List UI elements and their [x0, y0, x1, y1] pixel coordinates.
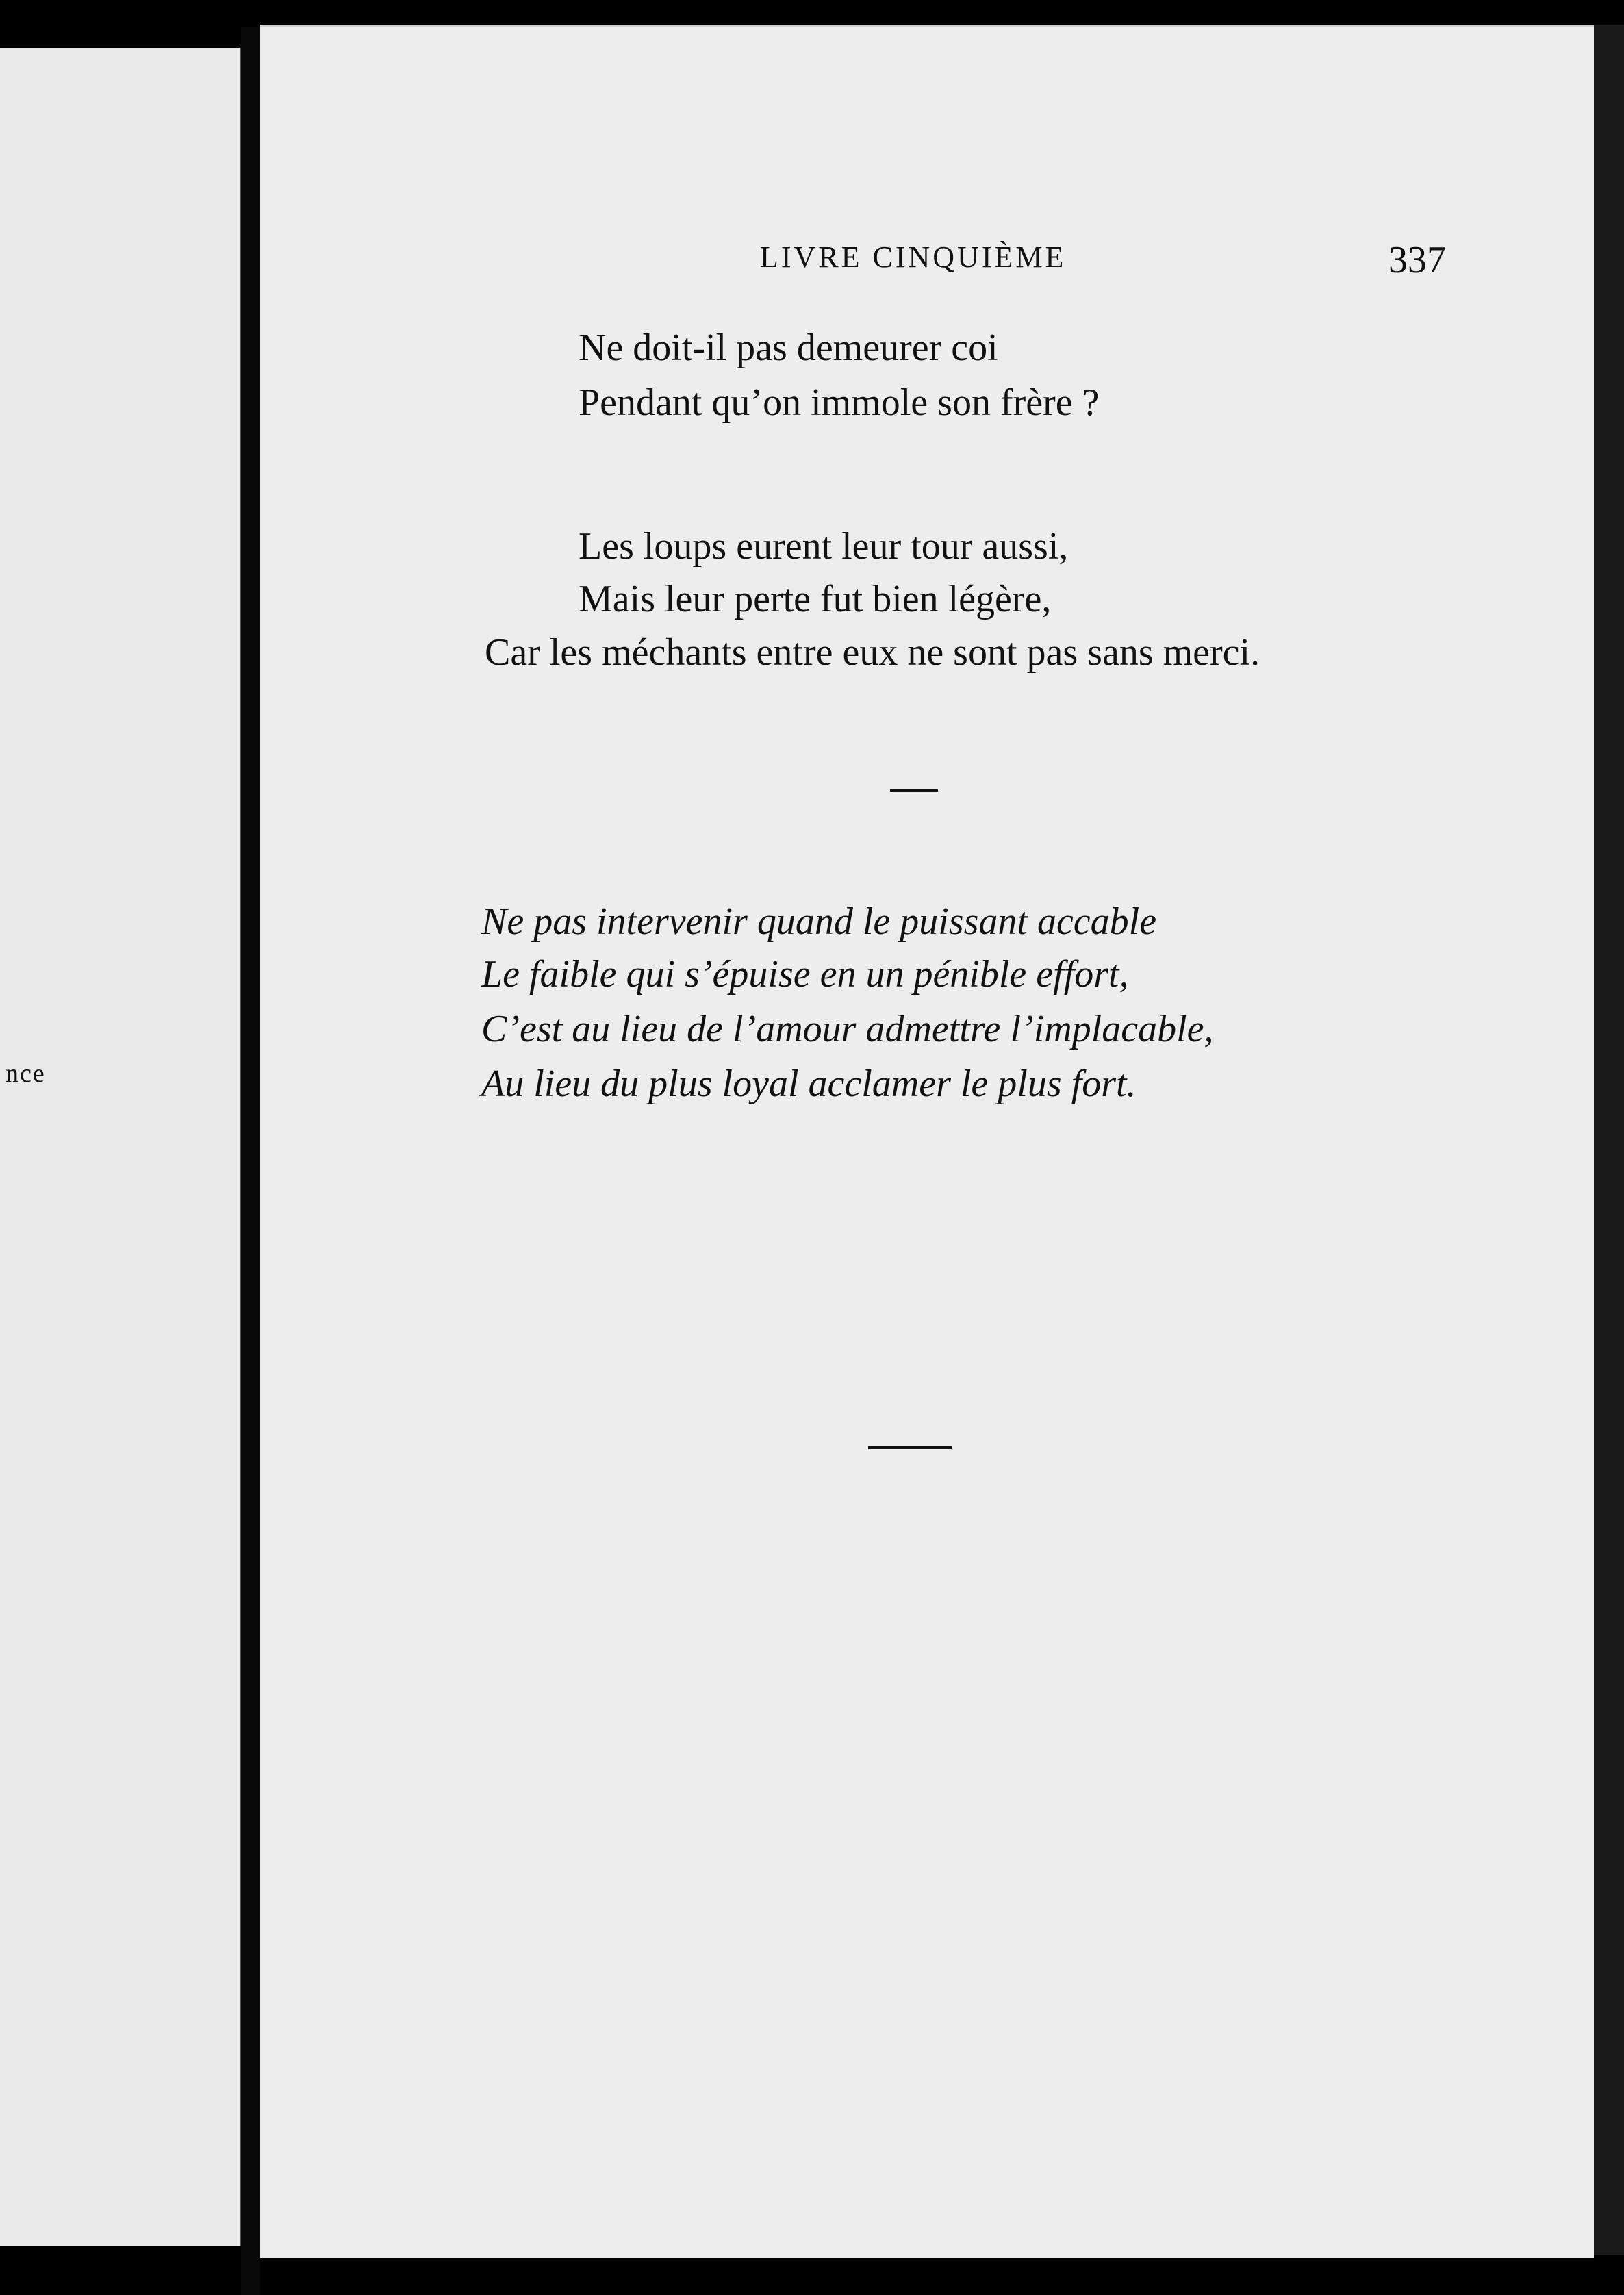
verse-line: Car les méchants entre eux ne sont pas sans merci.	[485, 631, 1260, 674]
moral-line: Ne pas intervenir quand le puissant accable	[481, 900, 1157, 943]
verse-line: Pendant qu’on immole son frère ?	[579, 381, 1100, 424]
book-spine	[241, 27, 260, 2295]
end-rule	[868, 1446, 952, 1449]
verse-line: Mais leur perte fut bien légère,	[579, 578, 1052, 620]
moral-line: C’est au lieu de l’amour admettre l’implacable,	[481, 1008, 1214, 1050]
section-divider	[890, 789, 938, 792]
running-head: LIVRE CINQUIÈME	[760, 240, 1067, 274]
left-page	[0, 48, 241, 2246]
moral-line: Au lieu du plus loyal acclamer le plus fort.	[481, 1063, 1137, 1105]
verse-line: Ne doit-il pas demeurer coi	[579, 327, 998, 369]
verse-line: Les loups eurent leur tour aussi,	[579, 525, 1069, 568]
page-number: 337	[1388, 239, 1446, 281]
left-page-text-fragment: nce	[5, 1059, 46, 1088]
moral-line: Le faible qui s’épuise en un pénible effort,	[481, 953, 1129, 996]
page-edge	[1594, 25, 1624, 2255]
